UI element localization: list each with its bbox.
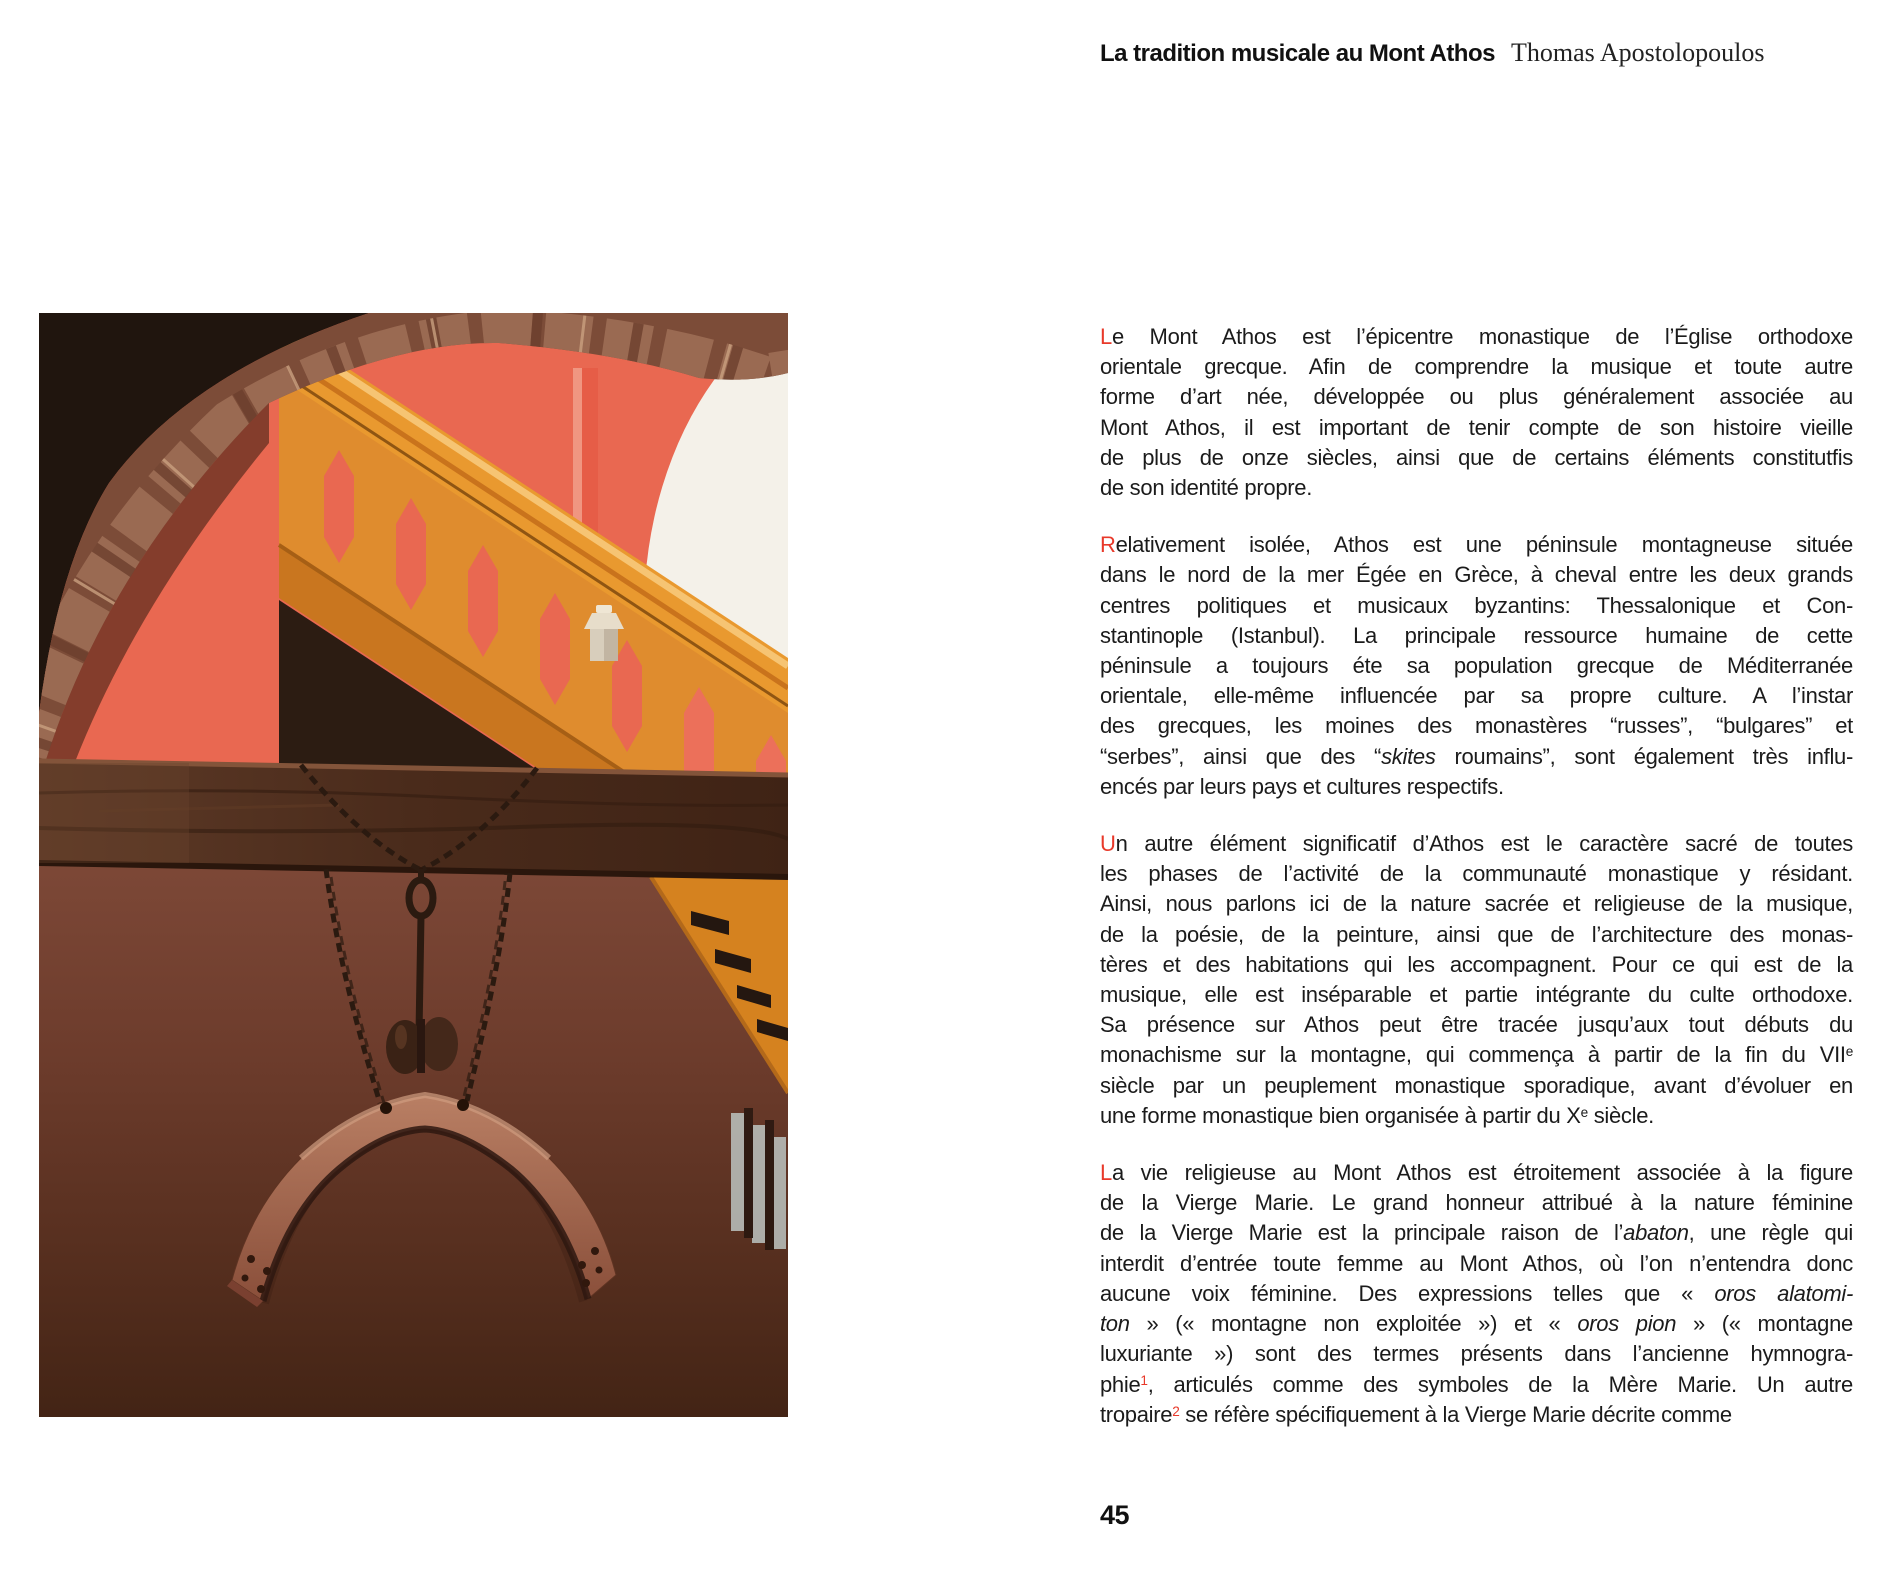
text-line: les phases de l’activité de la communauté monastique y résidant. xyxy=(1100,861,1853,887)
text-line: dans le nord de la mer Égée en Grèce, à cheval entre les deux grands xyxy=(1100,562,1853,588)
text-line: de la Vierge Marie est la principale raison de l’abaton, une règle qui xyxy=(1100,1220,1854,1246)
monastery-photo xyxy=(39,313,788,1417)
text-line: des grecques, les moines des monastères “russes”, “bulgares” et xyxy=(1100,713,1853,739)
running-header xyxy=(1100,38,1765,68)
text-line: “serbes”, ainsi que des “skites roumains”, sont également très influ- xyxy=(1100,743,1853,769)
text-line: Relativement isolée, Athos est une péninsule montagneuse située xyxy=(1100,532,1853,558)
text-line: stantinople (Istanbul). La principale ressource humaine de cette xyxy=(1100,622,1853,648)
text-line: monachisme sur la montagne, qui commença à partir de la fin du VIIe xyxy=(1100,1042,1853,1068)
text-line: centres politiques et musicaux byzantins: Thessalonique et Con- xyxy=(1100,592,1853,618)
text-line: interdit d’entrée toute femme au Mont Athos, où l’on n’entendra donc xyxy=(1100,1250,1853,1276)
text-line: orientale grecque. Afin de comprendre la musique et toute autre xyxy=(1100,354,1853,380)
photo-illustration xyxy=(39,313,788,1417)
text-line: Ainsi, nous parlons ici de la nature sacrée et religieuse de la musique, xyxy=(1100,891,1853,917)
page-number: 45 xyxy=(1100,1500,1130,1530)
text-line: de la poésie, de la peinture, ainsi que de l’architecture des monas- xyxy=(1100,921,1853,947)
paragraph xyxy=(1100,530,1853,802)
text-line: Mont Athos, il est important de tenir compte de son histoire vieille xyxy=(1100,414,1853,440)
article-text xyxy=(1100,322,1853,1457)
text-line: ton » (« montagne non exploitée ») et « oros pion » (« montagne xyxy=(1100,1311,1853,1337)
paragraph xyxy=(1100,1158,1853,1430)
text-line: Le Mont Athos est l’épicentre monastique de l’Église orthodoxe xyxy=(1100,324,1853,349)
text-line: de son identité propre. xyxy=(1100,475,1313,501)
chapter-title: La tradition musicale au Mont Athos xyxy=(1100,40,1495,67)
wooden-beam xyxy=(39,761,788,877)
text-line: aucune voix féminine. Des expressions telles que « oros alatomi- xyxy=(1100,1280,1854,1306)
text-line: La vie religieuse au Mont Athos est étroitement associée à la figure xyxy=(1100,1160,1853,1186)
paragraph xyxy=(1100,322,1853,503)
maroon-wall xyxy=(39,858,788,1417)
text-line: de la Vierge Marie. Le grand honneur attribué à la nature féminine xyxy=(1100,1190,1853,1216)
text-line: luxuriante ») sont des termes présents dans l’ancienne hymnogra- xyxy=(1100,1341,1853,1367)
text-line: orientale, elle-même influencée par sa propre culture. A l’instar xyxy=(1100,683,1853,709)
text-line: phie$^1$, articulés comme des symboles de la Mère Marie. Un autre xyxy=(1100,1371,1853,1397)
text-line: tères et des habitations qui les accompagnent. Pour ce qui est de la xyxy=(1100,951,1853,977)
text-line: Un autre élément significatif d’Athos est le caractère sacré de toutes xyxy=(1100,831,1853,857)
text-line: tropaire$^2$ se réfère spécifiquement à la Vierge Marie décrite comme xyxy=(1100,1401,1732,1427)
text-line: de plus de onze siècles, ainsi que de certains éléments constitutfis xyxy=(1100,444,1853,470)
text-line: péninsule a toujours éte sa population grecque de Méditerranée xyxy=(1100,653,1853,679)
text-line: musique, elle est inséparable et partie intégrante du culte orthodoxe. xyxy=(1100,982,1853,1008)
text-line: Sa présence sur Athos peut être tracée jusqu’aux tout débuts du xyxy=(1100,1012,1853,1038)
text-line: une forme monastique bien organisée à partir du Xe siècle. xyxy=(1100,1102,1654,1128)
text-line: forme d’art née, développée ou plus généralement associée au xyxy=(1100,384,1853,410)
text-line: siècle par un peuplement monastique sporadique, avant d’évoluer en xyxy=(1100,1072,1853,1098)
text-line: encés par leurs pays et cultures respectifs. xyxy=(1100,773,1504,799)
paragraph xyxy=(1100,829,1853,1131)
author-name: Thomas Apostolopoulos xyxy=(1510,38,1765,67)
